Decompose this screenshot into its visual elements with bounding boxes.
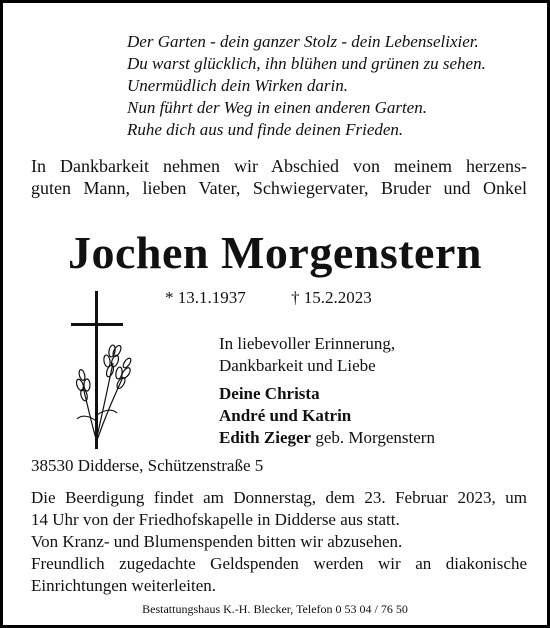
mourner	[219, 405, 435, 427]
family-address: 38530 Didderse, Schützenstraße 5	[31, 456, 264, 475]
poem	[127, 31, 486, 141]
funeral-details	[31, 487, 527, 597]
mourner-name: Edith Zieger	[219, 428, 312, 447]
cross-with-wheat-icon	[69, 291, 135, 449]
maiden-name: geb. Morgenstern	[311, 428, 435, 447]
intro-line: In Dankbarkeit nehmen wir Abschied von meinem herzens-	[31, 156, 527, 176]
remembrance-line: In liebevoller Erinnerung,	[219, 334, 396, 353]
intro-line: guten Mann, lieben Vater, Schwiegervater, Bruder und Onkel	[31, 178, 527, 198]
poem-line: Nun führt der Weg in einen anderen Garten.	[127, 98, 427, 117]
funeral-line: 14 Uhr von der Friedhofskapelle in Didderse aus statt.	[31, 510, 400, 529]
mourners-block	[219, 333, 435, 449]
mourner	[219, 427, 435, 449]
death-date: † 15.2.2023	[291, 288, 372, 307]
undertaker-footer: Bestattungshaus K.-H. Blecker, Telefon 0 53 04 / 76 50	[142, 602, 408, 616]
poem-line: Der Garten - dein ganzer Stolz - dein Lebenselixier.	[127, 32, 479, 51]
remembrance-line: Dankbarkeit und Liebe	[219, 356, 376, 375]
mourner	[219, 383, 435, 405]
deceased-name: Jochen Morgenstern	[68, 227, 482, 278]
funeral-line: Von Kranz- und Blumenspenden bitten wir abzusehen.	[31, 532, 403, 551]
poem-line: Unermüdlich dein Wirken darin.	[127, 76, 348, 95]
poem-line: Ruhe dich aus und finde deinen Frieden.	[127, 120, 404, 139]
poem-line: Du warst glücklich, ihn blühen und grünen zu sehen.	[127, 54, 486, 73]
funeral-line: Einrichtungen weiterleiten.	[31, 576, 217, 595]
intro-text	[31, 155, 527, 199]
mourner-name: André und Katrin	[219, 406, 352, 425]
mourner-name: Deine Christa	[219, 384, 320, 403]
funeral-line: Die Beerdigung findet am Donnerstag, dem 23. Februar 2023, um	[31, 488, 527, 507]
birth-date: * 13.1.1937	[165, 288, 246, 307]
funeral-line: Freundlich zugedachte Geldspenden werden wir an diakonische	[31, 554, 527, 573]
